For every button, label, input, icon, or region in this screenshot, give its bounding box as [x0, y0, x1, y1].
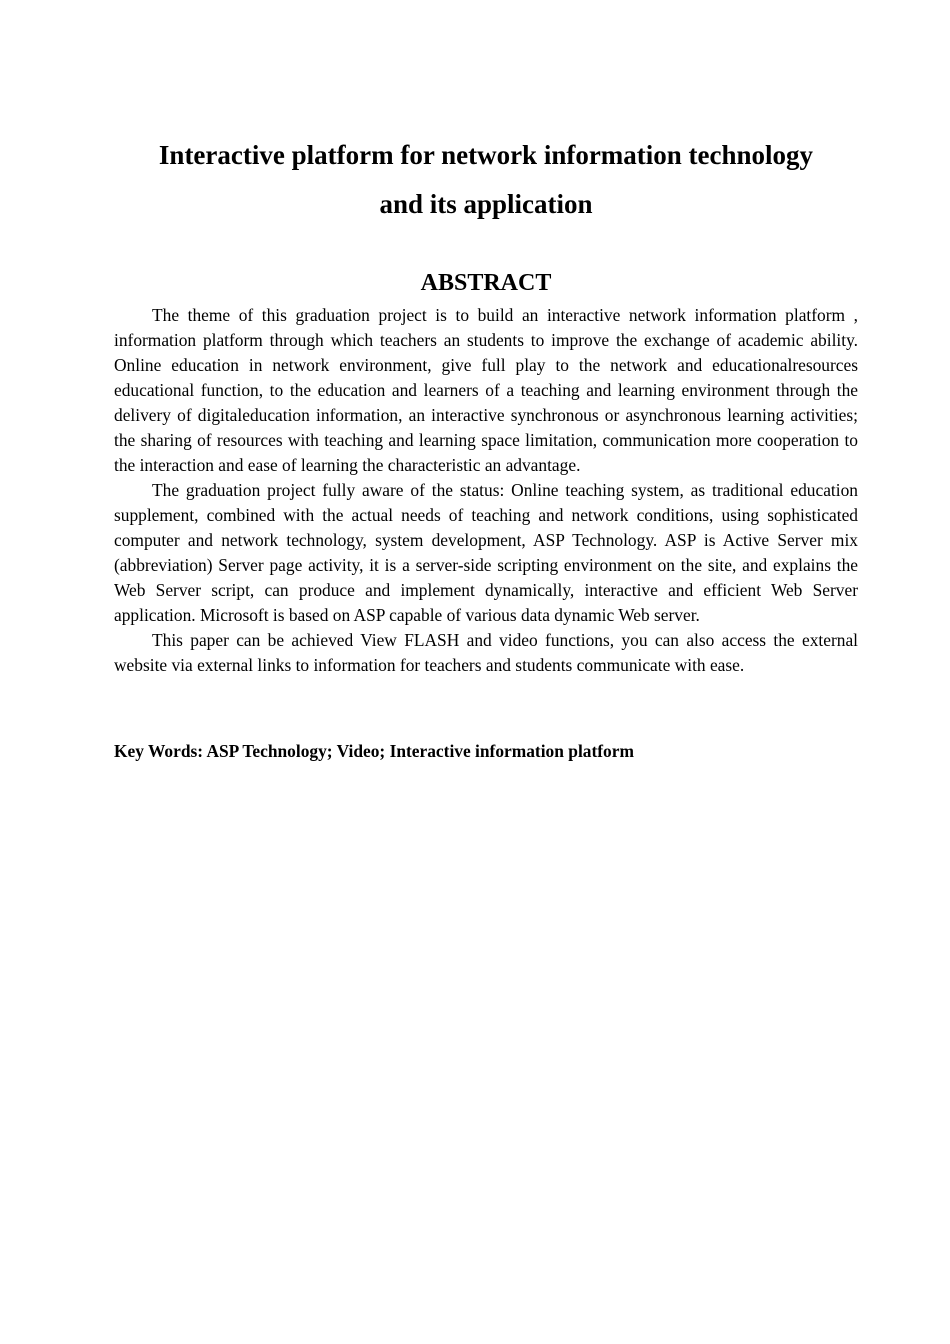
document-title	[114, 131, 858, 229]
keywords-text: ASP Technology; Video; Interactive information platform	[206, 741, 634, 761]
abstract-paragraph-3: This paper can be achieved View FLASH and video functions, you can also access the external website via external links to information for teachers and students communicate with ease.	[114, 630, 858, 675]
abstract-paragraph-2: The graduation project fully aware of the status: Online teaching system, as traditional education supplement, combined with the actual needs of teaching and network conditions, using sophisticated computer and network technology, system development, ASP Technology. ASP is Active Server mix (abbreviation) Server page activity, it is a server-side scripting environment on the site, and explains the Web Server script, can produce and implement dynamically, interactive and efficient Web Server application. Microsoft is based on ASP capable of various data dynamic Web server.	[114, 480, 858, 625]
abstract-heading: ABSTRACT	[420, 270, 552, 296]
title-line-1: Interactive platform for network information technology	[158, 140, 814, 170]
abstract-paragraph-1: The theme of this graduation project is to build an interactive network information platform , information platform through which teachers an students to improve the exchange of academic ability. Online education in network environment, give full play to the network and educationalresources educational function, to the education and learners of a teaching and learning environment through the delivery of digitaleducation information, an interactive synchronous or asynchronous learning activities; the sharing of resources with teaching and learning space limitation, communication more cooperation to the interaction and ease of learning the characteristic an advantage.	[114, 305, 858, 475]
keywords-label: Key Words:	[114, 741, 204, 761]
keywords-line	[114, 739, 858, 764]
title-line-2: and its application	[379, 189, 593, 219]
